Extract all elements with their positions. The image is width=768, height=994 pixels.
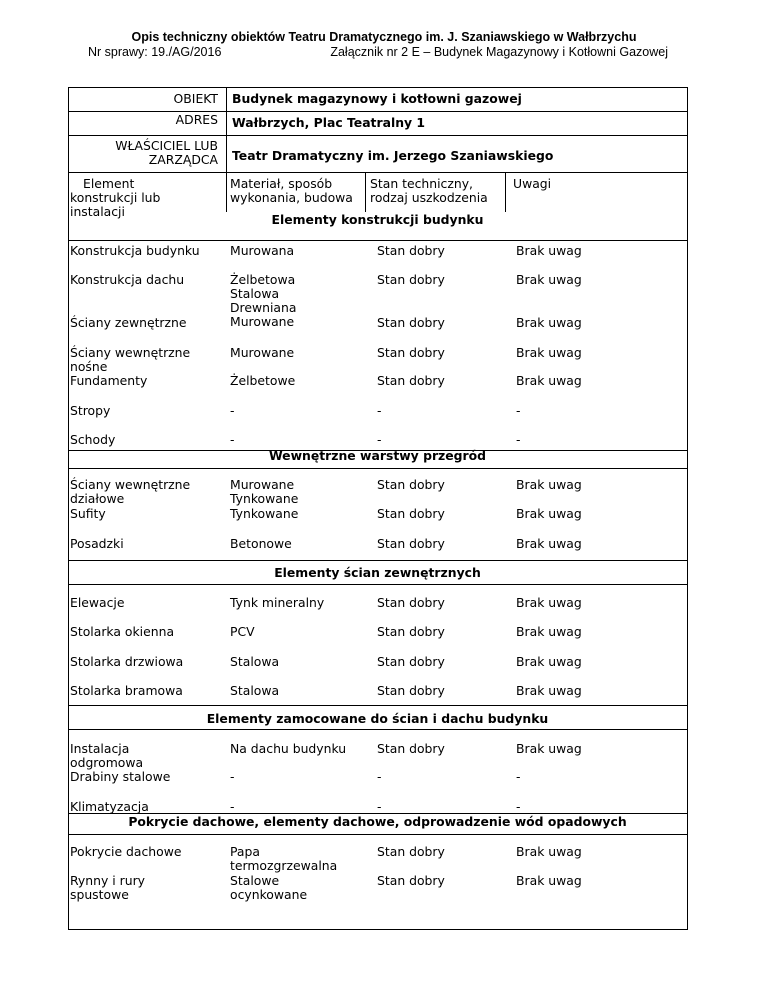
cell-notes: Brak uwag (516, 506, 582, 521)
cell-material: Betonowe (230, 536, 292, 551)
owner-label-line2: ZARZĄDCA (148, 152, 218, 167)
cell-element: odgromowa (70, 755, 144, 770)
cell-state: Stan dobry (377, 654, 445, 669)
cell-material: termozgrzewalna (230, 858, 338, 873)
cell-element: Stolarka okienna (70, 624, 175, 639)
cell-material: Papa (230, 844, 260, 859)
cell-element: Klimatyzacja (70, 799, 149, 814)
cell-element: działowe (70, 491, 125, 506)
adres-label: ADRES (175, 112, 218, 127)
cell-element: Instalacja (70, 741, 130, 756)
cell-state: Stan dobry (377, 243, 445, 258)
cell-material: Drewniana (230, 300, 297, 315)
cell-element: Elewacje (70, 595, 125, 610)
cell-material: Stalowa (230, 683, 280, 698)
cell-state: Stan dobry (377, 477, 445, 492)
cell-notes: Brak uwag (516, 536, 582, 551)
cell-element: Drabiny stalowe (70, 769, 171, 784)
cell-state: Stan dobry (377, 683, 445, 698)
cell-material: Żelbetowe (230, 373, 296, 388)
cell-element: Fundamenty (70, 373, 148, 388)
cell-material: Stalowa (230, 654, 280, 669)
cell-material: Tynkowane (230, 506, 299, 521)
cell-element: Konstrukcja dachu (70, 272, 185, 287)
cell-state: Stan dobry (377, 373, 445, 388)
cell-material: Murowane (230, 477, 295, 492)
cell-notes: Brak uwag (516, 373, 582, 388)
cell-notes: - (516, 769, 521, 784)
cell-state: - (377, 769, 382, 784)
cell-element: Posadzki (70, 536, 124, 551)
cell-state: Stan dobry (377, 624, 445, 639)
col-header-element-3: instalacji (70, 204, 125, 219)
cell-state: - (377, 799, 382, 814)
cell-element: Sufity (70, 506, 106, 521)
owner-value: Teatr Dramatyczny im. Jerzego Szaniawskiego (232, 148, 554, 163)
case-number: Nr sprawy: 19./AG/2016 (88, 45, 222, 59)
col-header-notes: Uwagi (513, 176, 552, 191)
col-header-element-2: konstrukcji lub (70, 190, 161, 205)
cell-state: Stan dobry (377, 272, 445, 287)
cell-material: - (230, 432, 235, 447)
cell-material: PCV (230, 624, 255, 639)
cell-notes: - (516, 432, 521, 447)
cell-notes: Brak uwag (516, 345, 582, 360)
cell-material: Żelbetowa (230, 272, 296, 287)
cell-state: - (377, 403, 382, 418)
obiekt-label: OBIEKT (173, 91, 218, 106)
cell-material: Murowane (230, 314, 295, 329)
adres-value: Wałbrzych, Plac Teatralny 1 (232, 115, 426, 130)
col-header-material-1: Materiał, sposób (230, 176, 333, 191)
col-header-state-1: Stan techniczny, (370, 176, 473, 191)
cell-element: Ściany wewnętrzne (70, 477, 191, 492)
section-heading-construction: Elementy konstrukcji budynku (271, 212, 484, 227)
cell-material: - (230, 403, 235, 418)
section-heading-external-walls: Elementy ścian zewnętrznych (274, 565, 481, 580)
cell-notes: Brak uwag (516, 477, 582, 492)
cell-element: Stolarka bramowa (70, 683, 183, 698)
cell-element: Rynny i rury (70, 873, 145, 888)
owner-label-line1: WŁAŚCICIEL LUB (115, 138, 218, 153)
cell-notes: Brak uwag (516, 624, 582, 639)
cell-notes: Brak uwag (516, 243, 582, 258)
cell-state: Stan dobry (377, 506, 445, 521)
section-heading-attached-elements: Elementy zamocowane do ścian i dachu budynku (206, 711, 549, 726)
cell-material: Na dachu budynku (230, 741, 347, 756)
cell-notes: Brak uwag (516, 315, 582, 330)
cell-material: - (230, 799, 235, 814)
col-header-element-1: Element (83, 176, 135, 191)
cell-state: Stan dobry (377, 536, 445, 551)
obiekt-value: Budynek magazynowy i kotłowni gazowej (232, 91, 522, 106)
cell-element: Pokrycie dachowe (70, 844, 182, 859)
cell-state: Stan dobry (377, 741, 445, 756)
cell-state: Stan dobry (377, 315, 445, 330)
cell-element: spustowe (70, 887, 129, 902)
cell-element: Konstrukcja budynku (70, 243, 200, 258)
cell-notes: Brak uwag (516, 741, 582, 756)
col-header-state-2: rodzaj uszkodzenia (370, 190, 488, 205)
cell-notes: - (516, 799, 521, 814)
cell-notes: Brak uwag (516, 844, 582, 859)
cell-element: Ściany wewnętrzne (70, 345, 191, 360)
section-heading-inner-layers: Wewnętrzne warstwy przegród (268, 448, 487, 463)
cell-material: Murowane (230, 345, 295, 360)
section-heading-roofing: Pokrycie dachowe, elementy dachowe, odprowadzenie wód opadowych (128, 814, 627, 829)
cell-element: Ściany zewnętrzne (70, 315, 187, 330)
cell-material: Stalowa (230, 286, 280, 301)
cell-material: Tynkowane (230, 491, 299, 506)
cell-element: nośne (70, 359, 108, 374)
cell-state: Stan dobry (377, 595, 445, 610)
cell-state: Stan dobry (377, 873, 445, 888)
cell-notes: Brak uwag (516, 272, 582, 287)
cell-notes: Brak uwag (516, 595, 582, 610)
cell-notes: Brak uwag (516, 654, 582, 669)
cell-element: Stropy (70, 403, 111, 418)
cell-notes: Brak uwag (516, 683, 582, 698)
col-header-material-2: wykonania, budowa (230, 190, 353, 205)
document-title: Opis techniczny obiektów Teatru Dramatycznego im. J. Szaniawskiego w Wałbrzychu (131, 30, 637, 44)
cell-element: Schody (70, 432, 116, 447)
cell-state: Stan dobry (377, 345, 445, 360)
cell-material: Tynk mineralny (230, 595, 325, 610)
cell-material: Stalowe (230, 873, 280, 888)
cell-element: Stolarka drzwiowa (70, 654, 184, 669)
cell-material: ocynkowane (230, 887, 308, 902)
cell-material: Murowana (230, 243, 295, 258)
cell-state: - (377, 432, 382, 447)
cell-notes: - (516, 403, 521, 418)
attachment-label: Załącznik nr 2 E – Budynek Magazynowy i Kotłowni Gazowej (330, 45, 668, 59)
cell-state: Stan dobry (377, 844, 445, 859)
cell-material: - (230, 769, 235, 784)
cell-notes: Brak uwag (516, 873, 582, 888)
